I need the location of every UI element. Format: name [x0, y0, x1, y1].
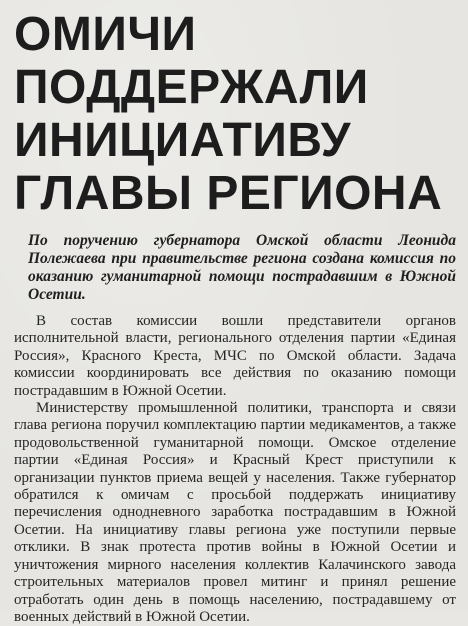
headline-line-3: ИНИЦИАТИВУ [14, 114, 352, 167]
article-paragraph-1: В состав комиссии вошли представители органов исполнительной власти, регионального отделения партии «Единая Россия», Красного Креста, МЧС по Омской области. Задача комиссии координировать все действия по оказанию помощи пострадавшим в Южной Осетии. [14, 313, 456, 399]
headline-line-2: ПОДДЕРЖАЛИ [14, 61, 369, 114]
article-paragraph-2: Министерству промышленной политики, транспорта и связи глава региона поручил комплектацию партии медикаментов, а также продовольственной гуманитарной помощи. Омское отделение партии «Единая Россия» и Красный Крест приступили к организации пунктов приема вещей у населения. Также губернатор обратился к омичам с просьбой поддержать инициативу перечисления однодневного заработка пострадавшим в Южной Осетии. На инициативу главы региона уже поступили первые отклики. В знак протеста против войны в Южной Осетии и уничтожения мирного населения коллектив Калачинского завода строительных материалов провел митинг и принял решение отработать один день в помощь населению, пострадавшему от военных действий в Южной Осетии. [14, 400, 456, 625]
article-body [14, 313, 456, 626]
headline-line-1: ОМИЧИ [14, 8, 197, 61]
article-headline [14, 8, 456, 220]
headline-line-4: ГЛАВЫ РЕГИОНА [14, 167, 443, 220]
article-lead: По поручению губернатора Омской области Леонида Полежаева при правительстве региона создана комиссия по оказанию гуманитарной помощи пострадавшим в Южной Осетии. [28, 232, 456, 303]
